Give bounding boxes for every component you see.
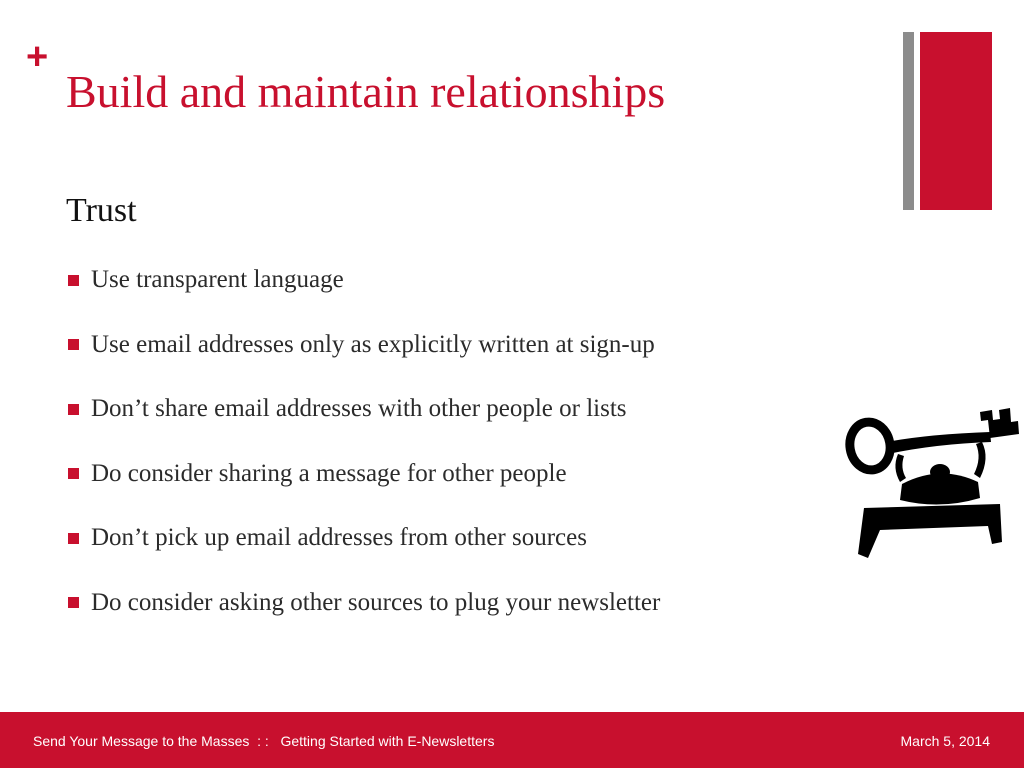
section-subheading: Trust bbox=[66, 192, 137, 229]
bullet-text: Do consider asking other sources to plug your newsletter bbox=[91, 588, 661, 616]
bullet-text: Don’t share email addresses with other people or lists bbox=[91, 395, 627, 422]
bullet-square-icon bbox=[68, 404, 79, 415]
bullet-text: Use email addresses only as explicitly written at sign-up bbox=[91, 330, 655, 358]
bullet-item bbox=[68, 329, 660, 361]
slide-title: Build and maintain relationships bbox=[66, 66, 666, 117]
key-and-telephone-clipart-icon bbox=[840, 398, 1020, 563]
bullet-item bbox=[68, 264, 660, 296]
decorative-gray-bar bbox=[903, 32, 914, 210]
bullet-text: Use transparent language bbox=[91, 266, 344, 293]
bullet-square-icon bbox=[68, 275, 79, 286]
bullet-text: Do consider sharing a message for other people bbox=[91, 459, 567, 487]
bullet-text: Don’t pick up email addresses from other sources bbox=[91, 524, 587, 551]
bullet-item bbox=[68, 587, 660, 619]
bullet-square-icon bbox=[68, 597, 79, 608]
bullet-item bbox=[68, 393, 660, 425]
decorative-red-block bbox=[920, 32, 992, 210]
bullet-square-icon bbox=[68, 339, 79, 350]
plus-icon: + bbox=[26, 36, 49, 78]
bullet-item bbox=[68, 522, 660, 554]
bullet-square-icon bbox=[68, 533, 79, 544]
bullet-list bbox=[68, 264, 660, 651]
bullet-item bbox=[68, 458, 660, 490]
footer-presentation-title: Send Your Message to the Masses : : Getting Started with E-Newsletters bbox=[33, 733, 495, 749]
bullet-square-icon bbox=[68, 468, 79, 479]
footer-date: March 5, 2014 bbox=[900, 733, 990, 749]
